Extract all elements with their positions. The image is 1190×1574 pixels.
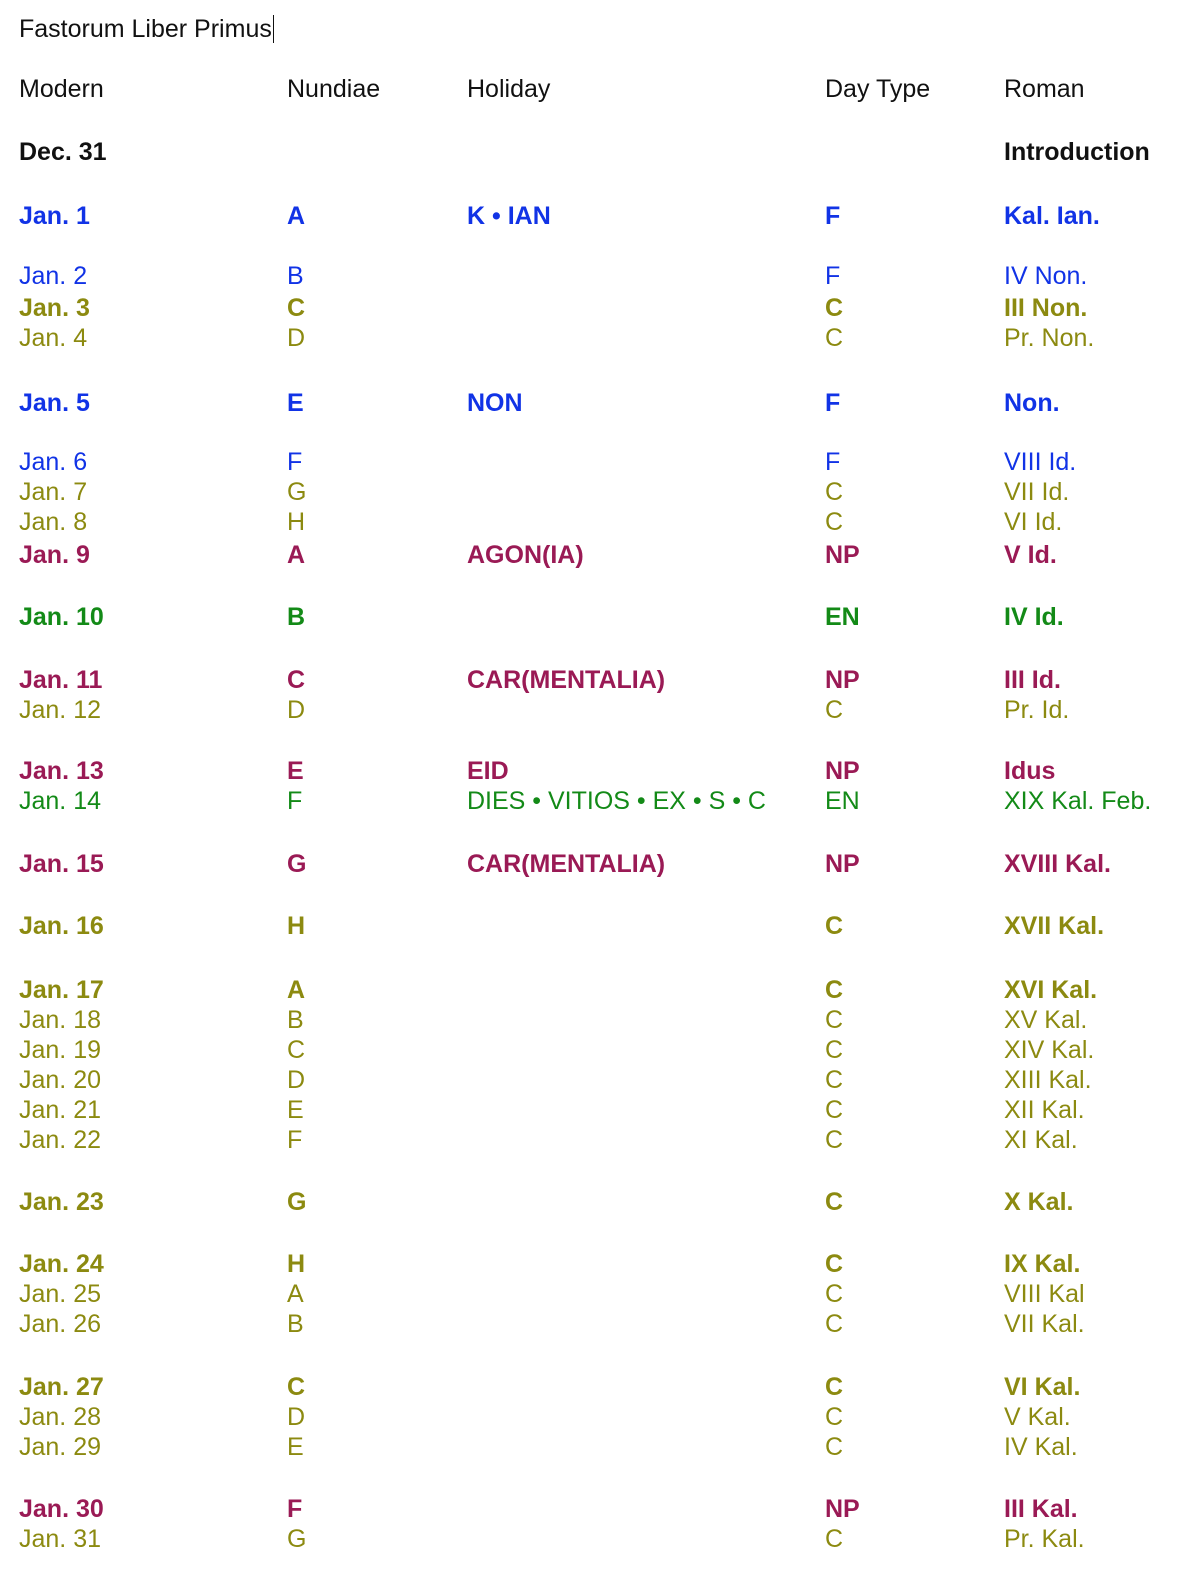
nundiae-letter: G: [287, 478, 307, 506]
roman-date: XIII Kal.: [1004, 1066, 1092, 1094]
day-type: C: [825, 1525, 844, 1553]
day-type: NP: [825, 541, 860, 569]
nundiae-letter: B: [287, 262, 304, 290]
day-type: C: [825, 1310, 844, 1338]
table-row: [0, 756, 1190, 786]
holiday-name: CAR(MENTALIA): [467, 850, 666, 878]
roman-date: XII Kal.: [1004, 1096, 1085, 1124]
header-nundiae: Nundiae: [287, 75, 381, 103]
modern-date: Jan. 10: [19, 603, 104, 631]
table-row: [0, 1279, 1190, 1309]
day-type: C: [825, 1188, 844, 1216]
modern-date: Jan. 2: [19, 262, 88, 290]
roman-date: Idus: [1004, 757, 1056, 785]
holiday-name: CAR(MENTALIA): [467, 666, 666, 694]
modern-date: Jan. 12: [19, 696, 102, 724]
day-type: EN: [825, 603, 860, 631]
table-row: [0, 1309, 1190, 1339]
nundiae-letter: B: [287, 603, 306, 631]
table-row: [0, 477, 1190, 507]
table-row: [0, 293, 1190, 323]
modern-date: Jan. 24: [19, 1250, 104, 1278]
modern-date: Jan. 9: [19, 541, 90, 569]
table-row: [0, 1005, 1190, 1035]
roman-date: XIV Kal.: [1004, 1036, 1095, 1064]
roman-date: III Id.: [1004, 666, 1061, 694]
nundiae-letter: G: [287, 1188, 307, 1216]
nundiae-letter: F: [287, 448, 303, 476]
table-row: [0, 1249, 1190, 1279]
day-type: NP: [825, 666, 860, 694]
roman-date: IV Kal.: [1004, 1433, 1078, 1461]
table-row: [0, 1095, 1190, 1125]
table-row: [0, 849, 1190, 879]
modern-date: Jan. 4: [19, 324, 88, 352]
day-type: C: [825, 696, 844, 724]
modern-date: Jan. 3: [19, 294, 90, 322]
modern-date: Jan. 5: [19, 389, 90, 417]
modern-date: Jan. 25: [19, 1280, 102, 1308]
table-row: [0, 540, 1190, 570]
modern-date: Jan. 28: [19, 1403, 102, 1431]
table-row: [0, 975, 1190, 1005]
table-row: [0, 1494, 1190, 1524]
modern-date: Jan. 14: [19, 787, 102, 815]
holiday-name: EID: [467, 757, 509, 785]
nundiae-letter: D: [287, 1403, 306, 1431]
modern-date: Jan. 16: [19, 912, 104, 940]
table-row: [0, 1524, 1190, 1554]
nundiae-letter: E: [287, 389, 304, 417]
modern-date: Dec. 31: [19, 138, 107, 166]
table-row: [0, 1402, 1190, 1432]
roman-date: VI Id.: [1004, 508, 1063, 536]
nundiae-letter: C: [287, 1373, 306, 1401]
nundiae-letter: A: [287, 1280, 304, 1308]
table-row: [0, 447, 1190, 477]
table-row: [0, 602, 1190, 632]
roman-date: IX Kal.: [1004, 1250, 1081, 1278]
table-row: [0, 695, 1190, 725]
day-type: F: [825, 202, 841, 230]
roman-date: XVII Kal.: [1004, 912, 1105, 940]
header-roman: Roman: [1004, 75, 1085, 103]
modern-date: Jan. 13: [19, 757, 104, 785]
roman-date: VII Kal.: [1004, 1310, 1085, 1338]
day-type: NP: [825, 850, 860, 878]
header-holiday: Holiday: [467, 75, 551, 103]
table-row: [0, 388, 1190, 418]
nundiae-letter: E: [287, 757, 304, 785]
modern-date: Jan. 7: [19, 478, 88, 506]
roman-date: XIX Kal. Feb.: [1004, 787, 1152, 815]
table-row: [0, 1432, 1190, 1462]
holiday-name: K • IAN: [467, 202, 551, 230]
nundiae-letter: C: [287, 294, 306, 322]
modern-date: Jan. 19: [19, 1036, 102, 1064]
modern-date: Jan. 29: [19, 1433, 102, 1461]
nundiae-letter: C: [287, 1036, 306, 1064]
modern-date: Jan. 31: [19, 1525, 102, 1553]
table-row: [0, 911, 1190, 941]
table-row: [0, 323, 1190, 353]
holiday-name: DIES • VITIOS • EX • S • C: [467, 787, 766, 815]
nundiae-letter: H: [287, 508, 306, 536]
roman-date: VIII Kal: [1004, 1280, 1085, 1308]
day-type: C: [825, 294, 844, 322]
table-row: [0, 1065, 1190, 1095]
table-row: [0, 261, 1190, 291]
roman-date: Pr. Non.: [1004, 324, 1095, 352]
day-type: F: [825, 262, 841, 290]
nundiae-letter: B: [287, 1310, 304, 1338]
nundiae-letter: A: [287, 976, 306, 1004]
holiday-name: NON: [467, 389, 523, 417]
roman-date: XI Kal.: [1004, 1126, 1078, 1154]
day-type: F: [825, 389, 841, 417]
day-type: C: [825, 1006, 844, 1034]
day-type: C: [825, 1036, 844, 1064]
nundiae-letter: D: [287, 324, 306, 352]
nundiae-letter: F: [287, 787, 303, 815]
table-row: [0, 1125, 1190, 1155]
roman-date: XV Kal.: [1004, 1006, 1088, 1034]
day-type: EN: [825, 787, 860, 815]
roman-date: Introduction: [1004, 138, 1150, 166]
document-title[interactable]: [19, 14, 274, 44]
day-type: NP: [825, 1495, 860, 1523]
modern-date: Jan. 8: [19, 508, 88, 536]
roman-date: IV Id.: [1004, 603, 1064, 631]
roman-date: X Kal.: [1004, 1188, 1074, 1216]
modern-date: Jan. 26: [19, 1310, 102, 1338]
nundiae-letter: E: [287, 1096, 304, 1124]
roman-date: III Non.: [1004, 294, 1088, 322]
table-row: [0, 786, 1190, 816]
roman-date: Kal. Ian.: [1004, 202, 1100, 230]
text-cursor: [273, 15, 275, 43]
modern-date: Jan. 1: [19, 202, 90, 230]
header-row: [0, 74, 1190, 104]
day-type: C: [825, 1280, 844, 1308]
day-type: C: [825, 976, 844, 1004]
roman-date: V Kal.: [1004, 1403, 1071, 1431]
roman-date: Pr. Id.: [1004, 696, 1070, 724]
roman-date: VIII Id.: [1004, 448, 1077, 476]
nundiae-letter: F: [287, 1126, 303, 1154]
nundiae-letter: G: [287, 850, 307, 878]
day-type: C: [825, 508, 844, 536]
nundiae-letter: C: [287, 666, 306, 694]
day-type: C: [825, 324, 844, 352]
day-type: C: [825, 1373, 844, 1401]
roman-date: Pr. Kal.: [1004, 1525, 1085, 1553]
roman-date: IV Non.: [1004, 262, 1088, 290]
roman-date: XVIII Kal.: [1004, 850, 1111, 878]
day-type: C: [825, 1250, 844, 1278]
day-type: C: [825, 1433, 844, 1461]
day-type: C: [825, 478, 844, 506]
day-type: C: [825, 1126, 844, 1154]
modern-date: Jan. 23: [19, 1188, 104, 1216]
modern-date: Jan. 22: [19, 1126, 102, 1154]
table-row: [0, 1187, 1190, 1217]
nundiae-letter: D: [287, 1066, 306, 1094]
nundiae-letter: D: [287, 696, 306, 724]
table-row: [0, 201, 1190, 231]
day-type: C: [825, 1066, 844, 1094]
nundiae-letter: H: [287, 912, 306, 940]
modern-date: Jan. 11: [19, 666, 103, 694]
day-type: NP: [825, 757, 860, 785]
modern-date: Jan. 30: [19, 1495, 104, 1523]
table-row: [0, 1372, 1190, 1402]
day-type: C: [825, 1096, 844, 1124]
day-type: F: [825, 448, 841, 476]
roman-date: VI Kal.: [1004, 1373, 1081, 1401]
table-row: [0, 1035, 1190, 1065]
day-type: C: [825, 912, 844, 940]
modern-date: Jan. 6: [19, 448, 88, 476]
modern-date: Jan. 17: [19, 976, 104, 1004]
nundiae-letter: F: [287, 1495, 303, 1523]
nundiae-letter: G: [287, 1525, 307, 1553]
holiday-name: AGON(IA): [467, 541, 584, 569]
table-row: [0, 137, 1190, 167]
modern-date: Jan. 20: [19, 1066, 102, 1094]
document-title-text: Fastorum Liber Primus: [19, 15, 272, 43]
nundiae-letter: A: [287, 541, 306, 569]
roman-date: VII Id.: [1004, 478, 1070, 506]
table-row: [0, 507, 1190, 537]
modern-date: Jan. 18: [19, 1006, 102, 1034]
table-row: [0, 665, 1190, 695]
nundiae-letter: E: [287, 1433, 304, 1461]
nundiae-letter: A: [287, 202, 306, 230]
modern-date: Jan. 21: [19, 1096, 102, 1124]
nundiae-letter: H: [287, 1250, 306, 1278]
header-day-type: Day Type: [825, 75, 931, 103]
roman-date: Non.: [1004, 389, 1060, 417]
modern-date: Jan. 15: [19, 850, 104, 878]
modern-date: Jan. 27: [19, 1373, 104, 1401]
roman-date: III Kal.: [1004, 1495, 1078, 1523]
nundiae-letter: B: [287, 1006, 304, 1034]
day-type: C: [825, 1403, 844, 1431]
roman-date: V Id.: [1004, 541, 1057, 569]
header-modern: Modern: [19, 75, 104, 103]
roman-date: XVI Kal.: [1004, 976, 1098, 1004]
